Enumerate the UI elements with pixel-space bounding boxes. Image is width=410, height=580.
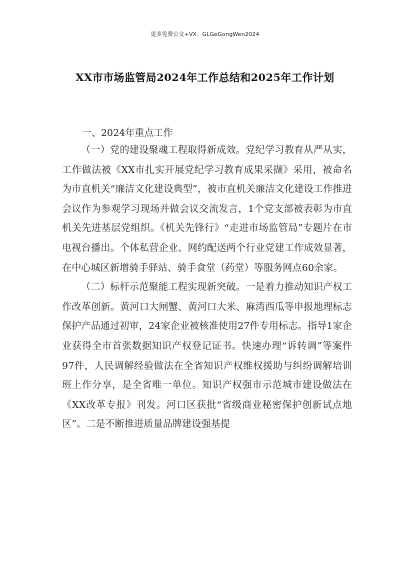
paragraph-benchmark-demonstration: （二）标杆示范聚能工程实现新突破。一是着力推动知识产权工作改革创新。黄河口大闸蟹、黄河口大米、麻湾西瓜等申报地理标志保护产品通过初审，24家企业被核准使用27件专用标志。指导1家企业获得全市首张数据知识产权登记证书。快速办理“诉转调”等案件97件，人民调解经验做法在全省知识产权维权援助与纠纷调解培训班上作分享，是全省唯一单位。知识产权强市示范城市建设做法在《XX改革专报》刊发。河口区获批“省级商业秘密保护创新试点地区”。二是不断推进质量品牌建设强基提 <box>62 282 352 431</box>
paragraph-party-building: （一）党的建设聚魂工程取得新成效。党纪学习教育从严从实，工作做法被《XX市扎实开展党纪学习教育成果采撷》采用，被命名为市直机关“廉洁文化建设典型”，被市直机关廉洁文化建设工作推进会议作为参观学习现场并做会议交流发言，1个党支部被表彰为市直机关先进基层党组织。《机关先锋行》“走进市场监管局”专题片在市电视台播出。个体私营企业、网约配送两个行业党建工作成效显著，在中心城区新增骑手驿站、骑手食堂（药堂）等服务网点60余家。 <box>62 145 352 274</box>
header-note: 更多免费公文+VX：GLGeGongWen2024 <box>150 32 260 38</box>
document-body <box>62 141 352 435</box>
section-heading: 一、2024年重点工作 <box>82 128 173 139</box>
document-title: XX市市场监管局2024年工作总结和2025年工作计划 <box>75 72 335 84</box>
